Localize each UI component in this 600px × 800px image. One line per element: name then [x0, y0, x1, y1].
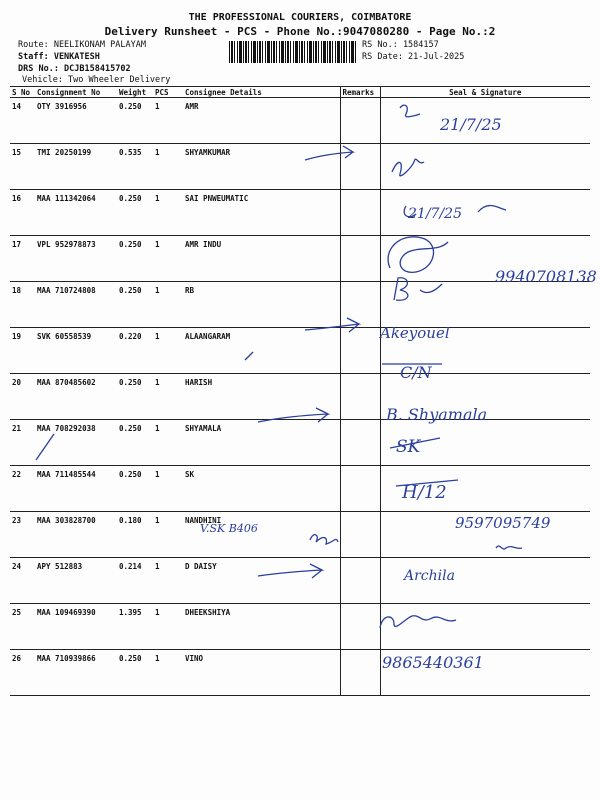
cell-consignee: SHYAMALA [183, 420, 340, 466]
cell-weight: 0.250 [117, 236, 153, 282]
cell-consignment-no: APY 512883 [35, 558, 117, 604]
cell-consignment-no: VPL 952978873 [35, 236, 117, 282]
handwritten-signature: Archila [404, 568, 455, 584]
table-row [10, 512, 590, 558]
cell-weight: 0.220 [117, 328, 153, 374]
cell-sno: 19 [10, 328, 35, 374]
cell-sno: 18 [10, 282, 35, 328]
cell-consignee: DHEEKSHIYA [183, 604, 340, 650]
table-header-row [10, 87, 590, 98]
cell-consignee: NANDHINI [183, 512, 340, 558]
cell-seal-signature [380, 420, 590, 466]
cell-consignee: AMR INDU [183, 236, 340, 282]
handwritten-date: 21/7/25 [408, 206, 462, 222]
cell-remarks [340, 374, 380, 420]
cell-seal-signature [380, 236, 590, 282]
cell-remarks [340, 512, 380, 558]
cell-remarks [340, 144, 380, 190]
cell-weight: 0.535 [117, 144, 153, 190]
table-row [10, 282, 590, 328]
table-row [10, 144, 590, 190]
cell-remarks [340, 190, 380, 236]
cell-weight: 0.250 [117, 466, 153, 512]
cell-sno: 14 [10, 98, 35, 144]
cell-pcs: 1 [153, 512, 183, 558]
vehicle-label: Vehicle: Two Wheeler Delivery [22, 75, 171, 85]
handwritten-date: 21/7/25 [440, 115, 502, 134]
rs-number: RS No.: 1584157 [362, 40, 439, 50]
cell-weight: 1.395 [117, 604, 153, 650]
cell-consignment-no: MAA 711485544 [35, 466, 117, 512]
cell-sno: 16 [10, 190, 35, 236]
handwritten-note: V.SK B406 [200, 522, 258, 535]
cell-sno: 15 [10, 144, 35, 190]
cell-pcs: 1 [153, 144, 183, 190]
cell-remarks [340, 282, 380, 328]
cell-seal-signature [380, 604, 590, 650]
cell-remarks [340, 466, 380, 512]
cell-pcs: 1 [153, 374, 183, 420]
cell-consignment-no: MAA 708292038 [35, 420, 117, 466]
table-row [10, 190, 590, 236]
table-row [10, 604, 590, 650]
cell-pcs: 1 [153, 282, 183, 328]
table-row [10, 420, 590, 466]
cell-weight: 0.250 [117, 374, 153, 420]
cell-seal-signature [380, 650, 590, 696]
cell-pcs: 1 [153, 98, 183, 144]
cell-consignee: ALAANGARAM [183, 328, 340, 374]
cell-weight: 0.180 [117, 512, 153, 558]
cell-sno: 25 [10, 604, 35, 650]
cell-consignment-no: MAA 710724808 [35, 282, 117, 328]
cell-consignee: HARISH [183, 374, 340, 420]
cell-consignment-no: MAA 109469390 [35, 604, 117, 650]
cell-consignee: SHYAMKUMAR [183, 144, 340, 190]
staff-label: Staff: VENKATESH [18, 52, 100, 62]
cell-weight: 0.250 [117, 190, 153, 236]
cell-pcs: 1 [153, 190, 183, 236]
cell-remarks [340, 236, 380, 282]
cell-pcs: 1 [153, 558, 183, 604]
cell-consignment-no: OTY 3916956 [35, 98, 117, 144]
cell-consignee: D DAISY [183, 558, 340, 604]
cell-seal-signature [380, 512, 590, 558]
cell-seal-signature [380, 282, 590, 328]
handwritten-phone: 9865440361 [382, 653, 484, 672]
cell-pcs: 1 [153, 420, 183, 466]
cell-remarks [340, 328, 380, 374]
col-weight: Weight [117, 87, 153, 98]
cell-seal-signature [380, 144, 590, 190]
cell-pcs: 1 [153, 650, 183, 696]
cell-seal-signature [380, 374, 590, 420]
col-pcs: PCS [153, 87, 183, 98]
drs-number: DRS No.: DCJB158415702 [18, 64, 131, 74]
table-row [10, 98, 590, 144]
cell-consignee: VINO [183, 650, 340, 696]
rs-date: RS Date: 21-Jul-2025 [362, 52, 465, 62]
cell-consignee: SAI PNWEUMATIC [183, 190, 340, 236]
cell-pcs: 1 [153, 604, 183, 650]
cell-consignee: RB [183, 282, 340, 328]
cell-consignment-no: TMI 20250199 [35, 144, 117, 190]
cell-sno: 23 [10, 512, 35, 558]
cell-seal-signature [380, 558, 590, 604]
cell-seal-signature [380, 466, 590, 512]
cell-consignment-no: MAA 870485602 [35, 374, 117, 420]
cell-weight: 0.214 [117, 558, 153, 604]
runsheet-table [10, 86, 590, 696]
table-row [10, 558, 590, 604]
cell-sno: 20 [10, 374, 35, 420]
cell-consignment-no: MAA 710939866 [35, 650, 117, 696]
handwritten-phone: 9940708138 [495, 267, 597, 286]
cell-consignment-no: MAA 303828700 [35, 512, 117, 558]
cell-consignee: AMR [183, 98, 340, 144]
col-seal-signature: Seal & Signature [380, 87, 590, 98]
cell-remarks [340, 650, 380, 696]
handwritten-signature: SK [396, 437, 421, 457]
table-row [10, 236, 590, 282]
cell-sno: 22 [10, 466, 35, 512]
handwritten-signature: H/12 [402, 482, 447, 503]
table-row [10, 650, 590, 696]
cell-sno: 26 [10, 650, 35, 696]
cell-remarks [340, 420, 380, 466]
cell-remarks [340, 98, 380, 144]
handwritten-phone: 9597095749 [455, 514, 551, 532]
cell-remarks [340, 604, 380, 650]
company-title: THE PROFESSIONAL COURIERS, COIMBATORE [188, 12, 412, 23]
cell-pcs: 1 [153, 328, 183, 374]
handwritten-signature: Akeyouel [380, 324, 450, 342]
cell-weight: 0.250 [117, 650, 153, 696]
col-remarks: Remarks [340, 87, 380, 98]
cell-seal-signature [380, 98, 590, 144]
table-row [10, 374, 590, 420]
cell-consignment-no: SVK 60558539 [35, 328, 117, 374]
cell-seal-signature [380, 190, 590, 236]
handwritten-signature: C/N [400, 363, 432, 382]
cell-weight: 0.250 [117, 98, 153, 144]
table-row [10, 328, 590, 374]
cell-sno: 24 [10, 558, 35, 604]
cell-weight: 0.250 [117, 420, 153, 466]
barcode [229, 41, 356, 63]
runsheet-subtitle: Delivery Runsheet - PCS - Phone No.:9047080280 - Page No.:2 [104, 25, 496, 38]
handwritten-signature: B. Shyamala [386, 405, 488, 424]
col-consignment-no: Consignment No [35, 87, 117, 98]
cell-consignment-no: MAA 111342064 [35, 190, 117, 236]
cell-sno: 21 [10, 420, 35, 466]
cell-sno: 17 [10, 236, 35, 282]
cell-seal-signature [380, 328, 590, 374]
cell-consignee: SK [183, 466, 340, 512]
cell-weight: 0.250 [117, 282, 153, 328]
cell-pcs: 1 [153, 236, 183, 282]
cell-pcs: 1 [153, 466, 183, 512]
cell-remarks [340, 558, 380, 604]
col-sno: S No [10, 87, 35, 98]
route-label: Route: NEELIKONAM PALAYAM [18, 40, 146, 50]
table-row [10, 466, 590, 512]
col-consignee-details: Consignee Details [183, 87, 340, 98]
